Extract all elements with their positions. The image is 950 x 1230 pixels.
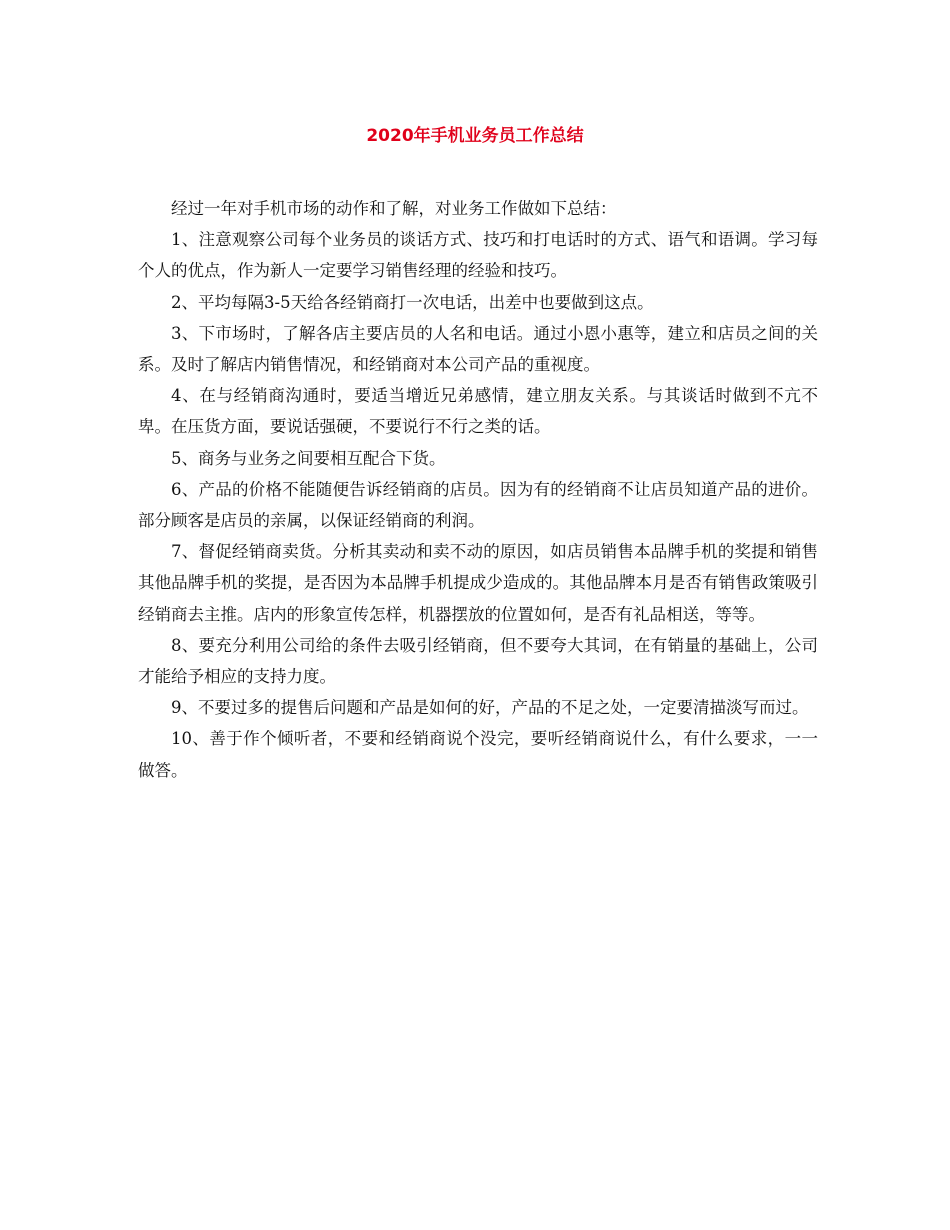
paragraph-item-5: 5、商务与业务之间要相互配合下货。 [171, 448, 446, 468]
paragraph-item-2: 2、平均每隔3-5天给各经销商打一次电话，出差中也要做到这点。 [171, 292, 654, 312]
paragraph-item-4: 4、在与经销商沟通时，要适当增近兄弟感情，建立朋友关系。与其谈话时做到不亢不卑。在压货方面，要说话强硬，不要说行不行之类的话。 [138, 386, 818, 437]
paragraph-item-6: 6、产品的价格不能随便告诉经销商的店员。因为有的经销商不让店员知道产品的进价。部分顾客是店员的亲属，以保证经销商的利润。 [138, 479, 818, 531]
paragraph-item-9: 9、不要过多的提售后问题和产品是如何的好，产品的不足之处，一定要清描淡写而过。 [171, 698, 809, 718]
paragraph-item-1: 1、注意观察公司每个业务员的谈话方式、技巧和打电话时的方式、语气和语调。学习每个人的优点，作为新人一定要学习销售经理的经验和技巧。 [138, 230, 818, 281]
paragraph-item-3: 3、下市场时，了解各店主要店员的人名和电话。通过小恩小惠等，建立和店员之间的关系。及时了解店内销售情况，和经销商对本公司产品的重视度。 [138, 323, 818, 375]
paragraph-item-10: 10、善于作个倾听者，不要和经销商说个没完，要听经销商说什么，有什么要求，一一做答。 [138, 729, 818, 780]
document-title: 2020年手机业务员工作总结 [366, 126, 584, 146]
paragraph-item-7: 7、督促经销商卖货。分析其卖动和卖不动的原因，如店员销售本品牌手机的奖提和销售其他品牌手机的奖提，是否因为本品牌手机提成少造成的。其他品牌本月是否有销售政策吸引经销商去主推。店内的形象宣传怎样，机器摆放的位置如何，是否有礼品相送，等等。 [138, 542, 818, 624]
paragraph-intro: 经过一年对手机市场的动作和了解，对业务工作做如下总结： [171, 199, 617, 218]
paragraph-item-8: 8、要充分利用公司给的条件去吸引经销商，但不要夸大其词，在有销量的基础上，公司才能给予相应的支持力度。 [138, 635, 818, 687]
document-body [138, 193, 818, 786]
